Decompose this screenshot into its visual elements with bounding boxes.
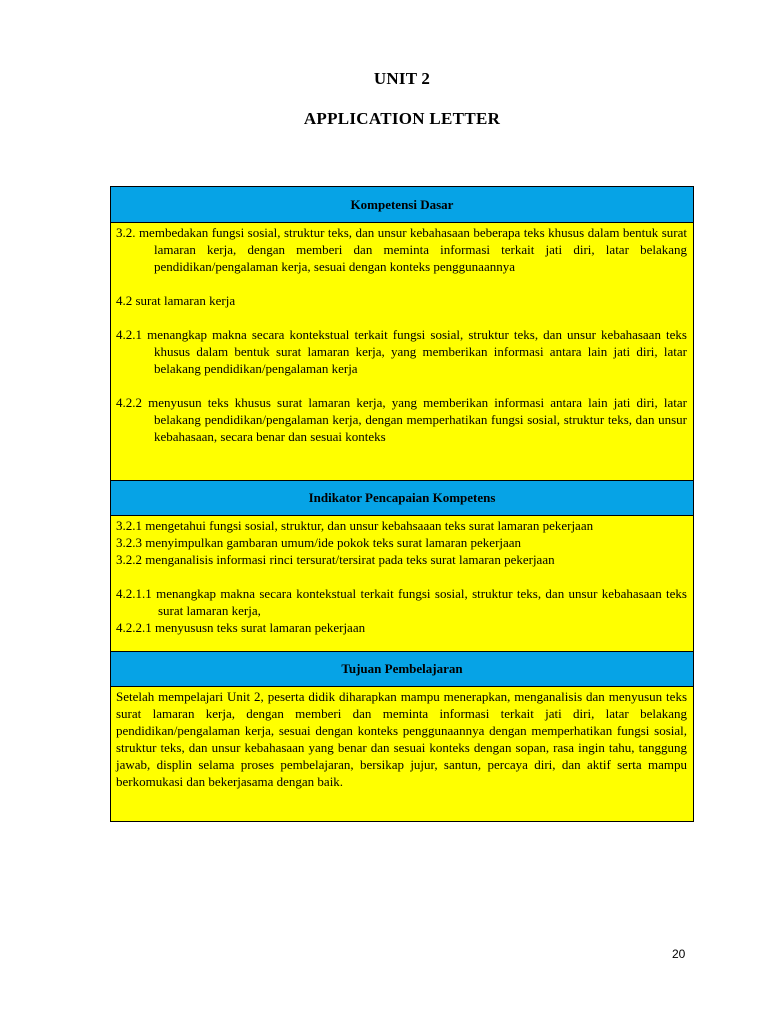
tujuan-header	[111, 651, 693, 687]
kompetensi-dasar-title: Kompetensi Dasar	[350, 196, 454, 212]
kompetensi-dasar-cell	[111, 223, 693, 480]
indikator-cell	[111, 516, 693, 651]
kd-item-4-2-1: 4.2.1 menangkap makna secara kontekstual terkait fungsi sosial, struktur teks, dan unsur kebahasaan teks khusus dalam bentuk surat lamaran kerja, yang memberikan informasi antara lain jati diri, latar belakang pendidikan/pengalaman kerja	[116, 327, 687, 376]
ipk-item-4-2-2-1: 4.2.2.1 menyususn teks surat lamaran pekerjaan	[116, 620, 366, 635]
tujuan-text: Setelah mempelajari Unit 2, peserta didik diharapkan mampu menerapkan, menganalisis dan menyusun teks surat lamaran kerja, dengan memberi dan meminta informasi terkait jati diri, latar belakang pendidikan/pengalaman kerja, sesuai dengan konteks penggunaannya dengan memperhatikan fungsi sosial, struktur teks, dan unsur kebahasaan yang benar dan sesuai konteks dengan sopan, rasa ingin tahu, tanggung jawab, displin selama proses pembelajaran, bersikap jujur, santun, percaya diri, dan aktif serta mampu berkomukasi dan bekerjasama dengan baik.	[116, 689, 687, 789]
indikator-header	[111, 480, 693, 516]
competency-table	[110, 186, 694, 822]
unit-title: UNIT 2	[373, 69, 431, 88]
ipk-item-3-2-3: 3.2.3 menyimpulkan gambaran umum/ide pokok teks surat lamaran pekerjaan	[116, 535, 522, 550]
kd-item-3-2: 3.2. membedakan fungsi sosial, struktur teks, dan unsur kebahasaan beberapa teks khusus dalam bentuk surat lamaran kerja, dengan memberi dan meminta informasi terkait jati diri, latar belakang pendidikan/pengalaman kerja, sesuai dengan konteks penggunaannya	[116, 225, 687, 274]
ipk-item-3-2-2: 3.2.2 menganalisis informasi rinci tersurat/tersirat pada teks surat lamaran pekerjaan	[116, 552, 555, 567]
kompetensi-dasar-header	[111, 187, 693, 223]
document-title: APPLICATION LETTER	[303, 109, 501, 128]
ipk-item-3-2-1: 3.2.1 mengetahui fungsi sosial, struktur, dan unsur kebahsaaan teks surat lamaran pekerjaan	[116, 518, 594, 533]
page-number: 20	[672, 947, 686, 961]
ipk-item-4-2-1-1: 4.2.1.1 menangkap makna secara kontekstual terkait fungsi sosial, struktur teks, dan unsur kebahasaan teks surat lamaran kerja,	[116, 586, 687, 618]
indikator-title: Indikator Pencapaian Kompetens	[308, 490, 496, 505]
kd-item-4-2-2: 4.2.2 menyusun teks khusus surat lamaran kerja, yang memberikan informasi antara lain jati diri, latar belakang pendidikan/pengalaman kerja, dengan memperhatikan fungsi sosial, struktur teks, dan unsur kebahasaan, secara benar dan sesuai konteks	[116, 395, 687, 444]
tujuan-cell	[111, 687, 693, 821]
kd-item-4-2: 4.2 surat lamaran kerja	[116, 293, 236, 308]
tujuan-title: Tujuan Pembelajaran	[341, 661, 463, 676]
